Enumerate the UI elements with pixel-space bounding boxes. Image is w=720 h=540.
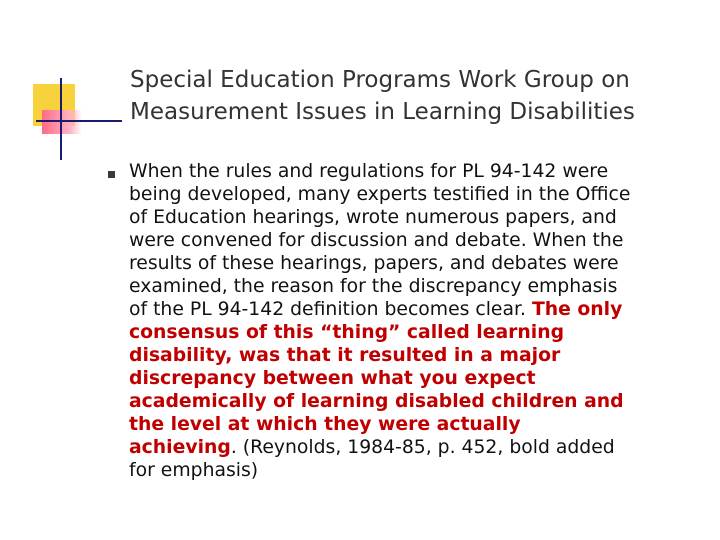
text-line: examined, the reason for the discrepancy emphasis xyxy=(129,276,618,297)
text-line: being developed, many experts testified in the Office xyxy=(129,184,631,205)
bullet-text xyxy=(129,160,699,482)
emphasis-line: consensus of this “thing” called learning xyxy=(129,322,565,343)
decorative-vertical-line xyxy=(60,78,62,160)
text-line: of Education hearings, wrote numerous papers, and xyxy=(129,207,617,228)
text-line-mixed xyxy=(129,436,699,459)
text-line: for emphasis) xyxy=(129,460,259,481)
emphasis-line: discrepancy between what you expect xyxy=(129,368,536,389)
emphasis-line: the level at which they were actually xyxy=(129,414,521,435)
citation-segment: . (Reynolds, 1984-85, p. 452, bold added xyxy=(230,437,615,458)
emphasis-segment: achieving xyxy=(129,437,231,458)
slide-title xyxy=(130,64,690,128)
text-segment: of the PL 94-142 definition becomes clear. xyxy=(129,299,532,320)
slide-title-line-2: Measurement Issues in Learning Disabilities xyxy=(130,99,635,125)
decorative-pink-bar xyxy=(42,110,82,134)
emphasis-segment: The only xyxy=(531,299,623,320)
text-line: were convened for discussion and debate. When the xyxy=(129,230,624,251)
bullet-square-icon xyxy=(108,171,115,178)
emphasis-line: academically of learning disabled children and xyxy=(129,391,624,412)
text-line-mixed xyxy=(129,298,699,321)
decorative-horizontal-line xyxy=(36,120,122,122)
text-line: results of these hearings, papers, and debates were xyxy=(129,253,619,274)
emphasis-line: disability, was that it resulted in a major xyxy=(129,345,561,366)
text-line: When the rules and regulations for PL 94-142 were xyxy=(129,161,609,182)
slide-title-line-1: Special Education Programs Work Group on xyxy=(130,67,630,93)
